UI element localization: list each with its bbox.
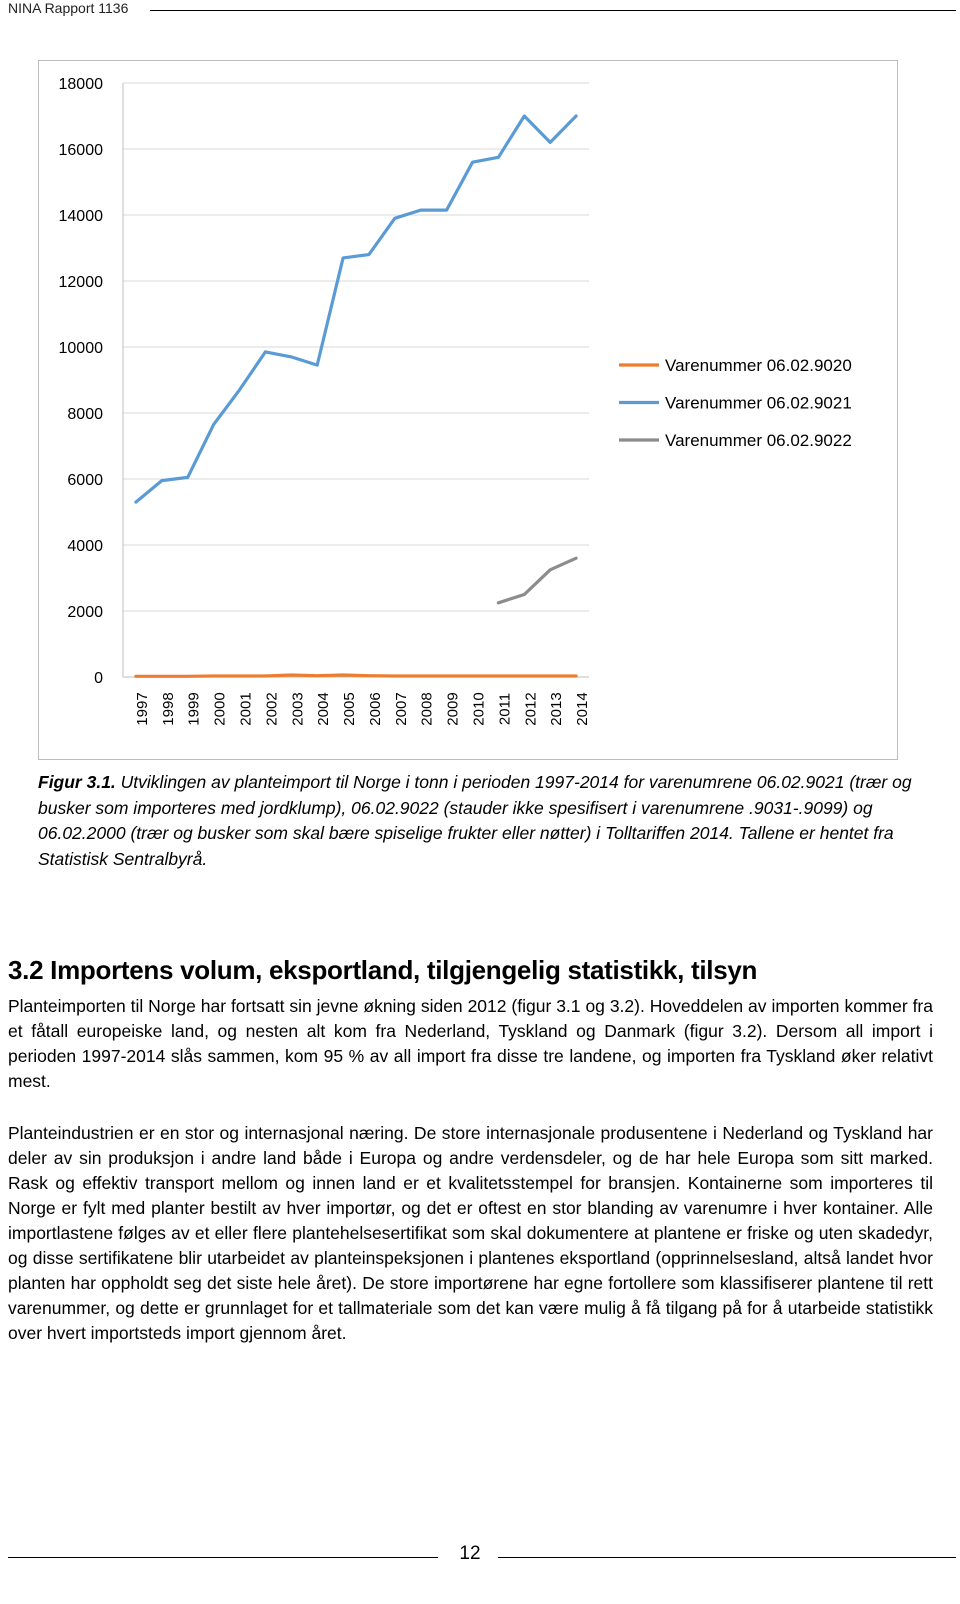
section-heading: 3.2 Importens volum, eksportland, tilgjengelig statistikk, tilsyn — [8, 955, 758, 985]
legend-label: Varenummer 06.02.9021 — [665, 393, 852, 413]
legend-label: Varenummer 06.02.9022 — [665, 431, 852, 450]
x-tick-label: 2000 — [211, 692, 229, 726]
series-line — [136, 675, 576, 676]
legend-label: Varenummer 06.02.9020 — [665, 356, 852, 375]
body-paragraph: Planteindustrien er en stor og internasjonal næring. De store internasjonale produsentene i Nederland og Tyskland har deler av sin produksjon i andre land både i Europa og andre verdensdeler, og de har hele Europa som sitt marked. Rask og effektiv transport mellom og innen land er et kvalitetsstempel for bransjen. Kontainerne som importeres til Norge er fylt med planter bestilt av hver importør, og det er oftest en stor blanding av varenumre i hver kontainer. Alle importlastene følges av et eller flere plantehelsesertifikat som skal dokumentere at plantene er friske og uten skadedyr, og disse sertifikatene blir utarbeidet av planteinspeksjonen i plantenes eksportland (opprinnelsesland, altså landet hvor planten har oppholdt seg det siste hele året). De store importørene har egne fortollere som klassifiserer plantene til rett varenummer, og dette er grunnlaget for et tallmateriale som det kan være mulig å få tilgang på for å utarbeide statistikk over hvert importsteds import gjennom året. — [8, 1123, 933, 1343]
report-header-title: NINA Rapport 1136 — [8, 0, 129, 16]
x-tick-label: 2010 — [470, 692, 488, 726]
x-tick-label: 2014 — [574, 692, 592, 726]
series-line — [498, 558, 576, 603]
chart-frame — [38, 60, 898, 760]
y-tick-label: 6000 — [67, 472, 103, 489]
x-tick-label: 2003 — [289, 692, 307, 726]
x-tick-label: 1999 — [185, 692, 203, 726]
x-tick-label: 1998 — [159, 692, 177, 726]
x-tick-label: 2011 — [496, 692, 514, 726]
y-tick-label: 12000 — [58, 274, 103, 291]
y-tick-label: 2000 — [67, 604, 103, 621]
figure-caption-text: Utviklingen av planteimport til Norge i tonn i perioden 1997-2014 for varenumrene 06.02.9021 (trær og busker som importeres med jordklump), 06.02.9022 (stauder ikke spesifisert i varenumrene .9031-.9099) og 06.02.2000 (trær og busker som skal bære spiselige frukter eller nøtter) i Tolltariffen 2014. Tallene er hentet fra Statistisk Sentralbyrå. — [38, 772, 912, 869]
footer-rule-right — [498, 1557, 956, 1558]
y-tick-label: 18000 — [58, 76, 103, 93]
x-tick-label: 2008 — [418, 692, 436, 726]
series-line — [136, 116, 576, 502]
x-tick-label: 2009 — [444, 692, 462, 726]
y-tick-label: 16000 — [58, 142, 103, 159]
x-tick-label: 1997 — [133, 692, 151, 726]
x-tick-label: 2007 — [392, 692, 410, 726]
x-tick-label: 2004 — [315, 692, 333, 726]
line-chart — [39, 61, 899, 761]
x-tick-label: 2012 — [522, 692, 540, 726]
y-tick-label: 4000 — [67, 538, 103, 555]
y-tick-label: 14000 — [58, 208, 103, 225]
page-number: 12 — [459, 1543, 481, 1564]
body-paragraph: Planteimporten til Norge har fortsatt sin jevne økning siden 2012 (figur 3.1 og 3.2). Hoveddelen av importen kommer fra et fåtall europeiske land, og nesten alt kom fra Nederland, Tyskland og Danmark (figur 3.2). Dersom all import i perioden 1997-2014 slås sammen, kom 95 % av all import fra disse tre landene, og importen fra Tyskland øker relativt mest. — [8, 996, 933, 1091]
y-tick-label: 8000 — [67, 406, 103, 423]
figure-caption — [38, 770, 956, 872]
x-tick-label: 2006 — [366, 692, 384, 726]
x-tick-label: 2002 — [263, 692, 281, 726]
header-rule — [150, 10, 956, 11]
y-tick-label: 10000 — [58, 340, 103, 357]
x-tick-label: 2005 — [341, 692, 359, 726]
y-tick-label: 0 — [94, 670, 103, 687]
x-tick-label: 2013 — [548, 692, 566, 726]
figure-caption-label: Figur 3.1. — [38, 772, 116, 792]
footer-rule-left — [8, 1557, 438, 1558]
x-tick-label: 2001 — [237, 692, 255, 726]
